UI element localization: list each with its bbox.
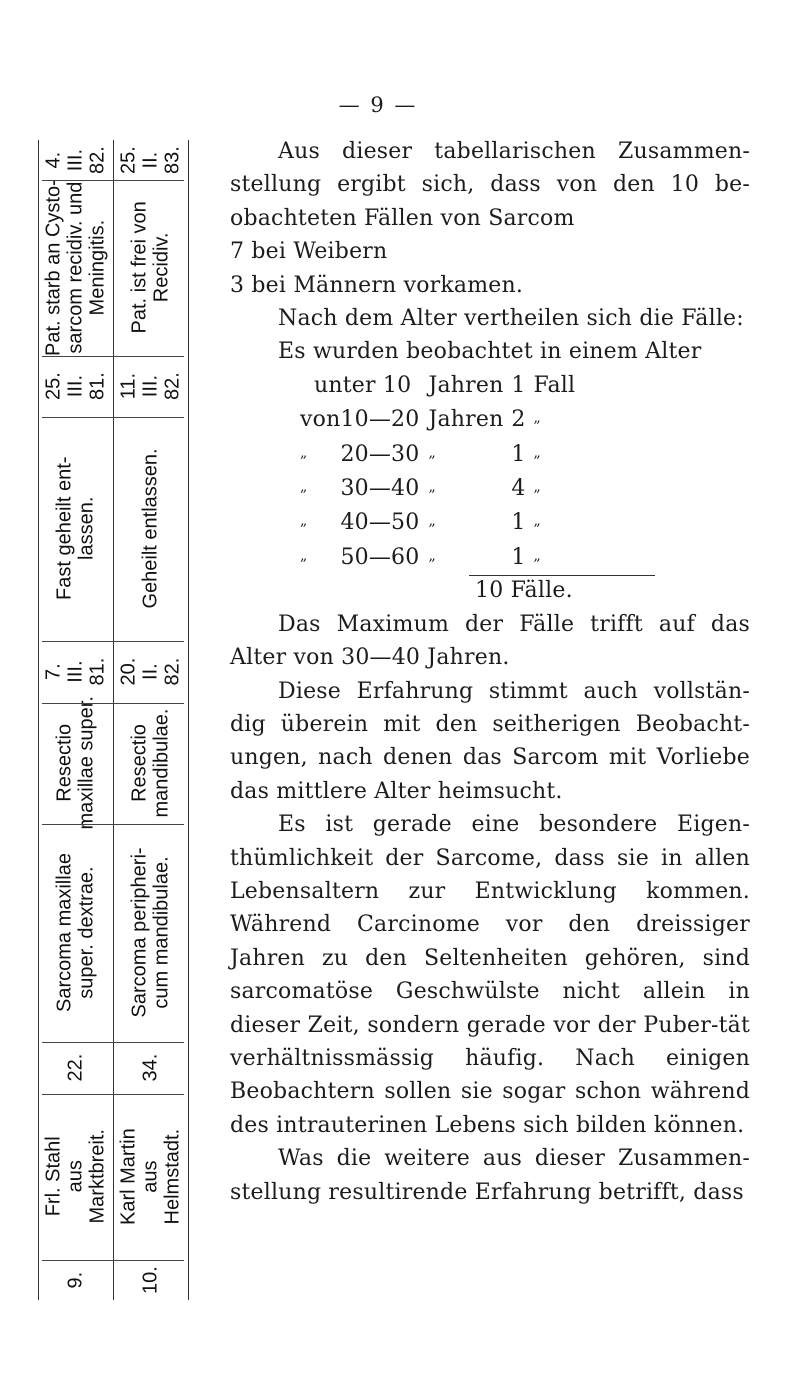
age-count: 1 — [511, 372, 526, 398]
paragraph-age-distribution: Nach dem Alter vertheilen sich die Fälle: — [278, 306, 744, 332]
age-unit: Fall — [533, 372, 576, 398]
paragraph-peculiarity: Es ist gerade eine besondere Eigen-thümlichkeit der Sarcome, dass sie in allen Lebensaltern zur Entwicklung kommen. Während Carcinome vor den dreissiger Jahren zu den Seltenheiten gehören, sind sarcomatöse Geschwülste nicht allein in dieser Zeit, sondern gerade vor der Puber-tät verhältnissmässig häufig. Nach einigen Beobachtern sollen sie sogar schon während des intrauterinen Lebens sich bilden können. — [230, 812, 750, 1138]
table-cell-discharge — [38, 417, 113, 640]
age-unit: „ — [533, 479, 541, 496]
age-count: 1 — [511, 441, 526, 467]
table-cell-line: 82. — [161, 372, 184, 400]
table-cell-line: 25. — [117, 146, 140, 174]
women-count-line: 7 bei Weibern — [230, 239, 388, 265]
table-cell-line: 20. — [117, 657, 140, 686]
table-cell-line: II. — [139, 151, 162, 169]
table-cell-date-in — [113, 640, 188, 703]
age-range: unter 10 — [314, 372, 412, 398]
age-row — [300, 437, 575, 471]
table-cell-line: III. — [64, 660, 87, 683]
table-cell-line: 81. — [86, 372, 109, 400]
age-range: 20—30 — [340, 441, 420, 467]
table-cell-line: lassen. — [75, 496, 98, 560]
table-cell-line: Pat. starb an Cysto- — [42, 179, 65, 356]
table-cell-case-number — [38, 1260, 113, 1300]
table-cell-line: 22. — [64, 1053, 87, 1082]
paragraph-observed: Es wurden beobachtet in einem Alter — [278, 339, 702, 365]
age-pre: von — [300, 407, 341, 433]
table-cell-date-out — [113, 140, 188, 180]
table-row-divider — [42, 1042, 184, 1043]
table-cell-line: 81. — [86, 657, 109, 686]
page-number: — 9 — — [338, 93, 418, 117]
table-cell-line: 82. — [161, 657, 184, 686]
table-cell-outcome — [113, 180, 188, 355]
age-pre: „ — [300, 479, 308, 496]
age-row — [300, 505, 575, 539]
table-cell-line: 11. — [117, 372, 140, 400]
table-row-divider — [42, 824, 184, 825]
table-cell-patient — [38, 1093, 113, 1260]
table-cell-date-op — [38, 355, 113, 417]
men-count-line: 3 bei Männern vorkamen. — [230, 272, 524, 298]
table-cell-line: Resectio — [53, 723, 76, 802]
age-count: 1 — [511, 544, 526, 570]
table-cell-line: Frl. Stahl — [42, 1136, 65, 1217]
table-cell-patient — [113, 1093, 188, 1260]
age-label: „ — [428, 513, 436, 530]
age-total-row — [475, 574, 635, 607]
age-pre: „ — [300, 513, 308, 530]
table-cell-line: 82. — [86, 146, 109, 174]
table-row-divider — [42, 356, 184, 357]
table-cell-line: 34. — [139, 1053, 162, 1082]
table-cell-line: 10. — [139, 1266, 162, 1294]
table-cell-outcome — [38, 180, 113, 355]
table-row-divider — [42, 1260, 184, 1261]
table-cell-line: aus — [139, 1160, 162, 1193]
age-pre: „ — [300, 547, 308, 564]
age-count: 4 — [511, 476, 526, 502]
table-cell-line: maxillae super. — [75, 696, 98, 830]
table-cell-age — [38, 1042, 113, 1093]
table-row-divider — [42, 1094, 184, 1095]
table-row-divider — [42, 417, 184, 418]
table-cell-line: super. dextrae. — [75, 866, 98, 999]
body-text — [230, 135, 750, 1209]
table-cell-operation — [38, 696, 113, 830]
table-cell-line: Sarcoma peripheri- — [128, 847, 151, 1018]
table-cell-line: Sarcoma maxillae — [53, 853, 76, 1012]
table-cell-line: sarcom recidiv. und — [64, 181, 87, 354]
age-unit: „ — [533, 410, 541, 427]
table-cell-discharge — [113, 417, 188, 640]
age-label: „ — [428, 444, 436, 461]
age-unit: „ — [533, 513, 541, 530]
table-cell-line: 4. — [42, 151, 65, 169]
age-label: „ — [428, 479, 436, 496]
paragraph-further: Was die weitere aus dieser Zusammen-stellung resultirende Erfahrung betrifft, dass — [230, 1146, 750, 1205]
table-border-right — [188, 140, 189, 1300]
table-cell-line: aus — [64, 1160, 87, 1193]
paragraph-experience: Diese Erfahrung stimmt auch vollstän-dig überein mit den seitherigen Beobacht-ungen, nach denen das Sarcom mit Vorliebe das mittlere Alter heimsucht. — [230, 678, 750, 804]
sum-rule — [469, 575, 655, 576]
table-cell-line: 9. — [64, 1271, 87, 1289]
age-range: 30—40 — [340, 476, 420, 502]
table-cell-line: Pat. ist frei von — [128, 201, 151, 334]
table-cell-line: cum mandibulae. — [150, 856, 173, 1009]
table-cell-line: 7. — [42, 663, 65, 680]
table-cell-diagnosis — [38, 823, 113, 1042]
table-row-divider — [42, 180, 184, 181]
age-range: 50—60 — [340, 544, 420, 570]
age-count: 2 — [511, 407, 526, 433]
table-cell-line: Meningitis. — [86, 219, 109, 316]
table-cell-line: 83. — [161, 146, 184, 174]
age-label: Jahren — [428, 372, 504, 398]
table-cell-line: III. — [64, 374, 87, 398]
table-cell-line: Marktbreit. — [86, 1129, 109, 1224]
age-row — [300, 471, 575, 505]
age-count: 1 — [511, 510, 526, 536]
table-cell-operation — [113, 703, 188, 823]
age-total: 10 Fälle. — [475, 578, 573, 604]
age-pre: „ — [300, 444, 308, 461]
age-range: 10—20 — [340, 407, 420, 433]
table-cell-line: Karl Martin — [117, 1128, 140, 1225]
age-distribution-table — [300, 369, 575, 574]
age-range: 40—50 — [340, 510, 420, 536]
table-cell-line: II. — [139, 663, 162, 680]
age-row — [300, 402, 575, 436]
paragraph-intro: Aus dieser tabellarischen Zusammen-stellung ergibt sich, dass von den 10 be-obachteten Fällen von Sarcom — [230, 139, 750, 231]
age-row — [300, 369, 575, 402]
table-cell-line: Helmstadt. — [161, 1128, 184, 1225]
table-cell-line: mandibulae. — [150, 708, 173, 818]
paragraph-maximum: Das Maximum der Fälle trifft auf das Alter von 30—40 Jahren. — [230, 611, 750, 671]
table-cell-line: Resectio — [128, 724, 151, 802]
table-cell-case-number — [113, 1260, 188, 1300]
table-cell-age — [113, 1042, 188, 1093]
table-cell-date-op — [113, 355, 188, 417]
table-cell-diagnosis — [113, 823, 188, 1042]
table-cell-line: III. — [139, 374, 162, 398]
age-unit: „ — [533, 547, 541, 564]
age-label: „ — [428, 547, 436, 564]
age-row — [300, 540, 575, 574]
table-cell-line: Recidiv. — [150, 232, 173, 303]
case-table — [38, 140, 188, 1300]
table-cell-line: Geheilt entlassen. — [139, 448, 162, 609]
table-row-divider — [42, 641, 184, 642]
table-cell-date-in — [38, 640, 113, 703]
table-cell-date-out — [38, 140, 113, 180]
age-label: Jahren — [428, 407, 504, 433]
table-row-divider — [42, 703, 184, 704]
age-unit: „ — [533, 444, 541, 461]
table-cell-line: Fast geheilt ent- — [53, 456, 76, 600]
table-cell-line: 25. — [42, 372, 65, 400]
table-cell-line: III. — [64, 148, 87, 172]
